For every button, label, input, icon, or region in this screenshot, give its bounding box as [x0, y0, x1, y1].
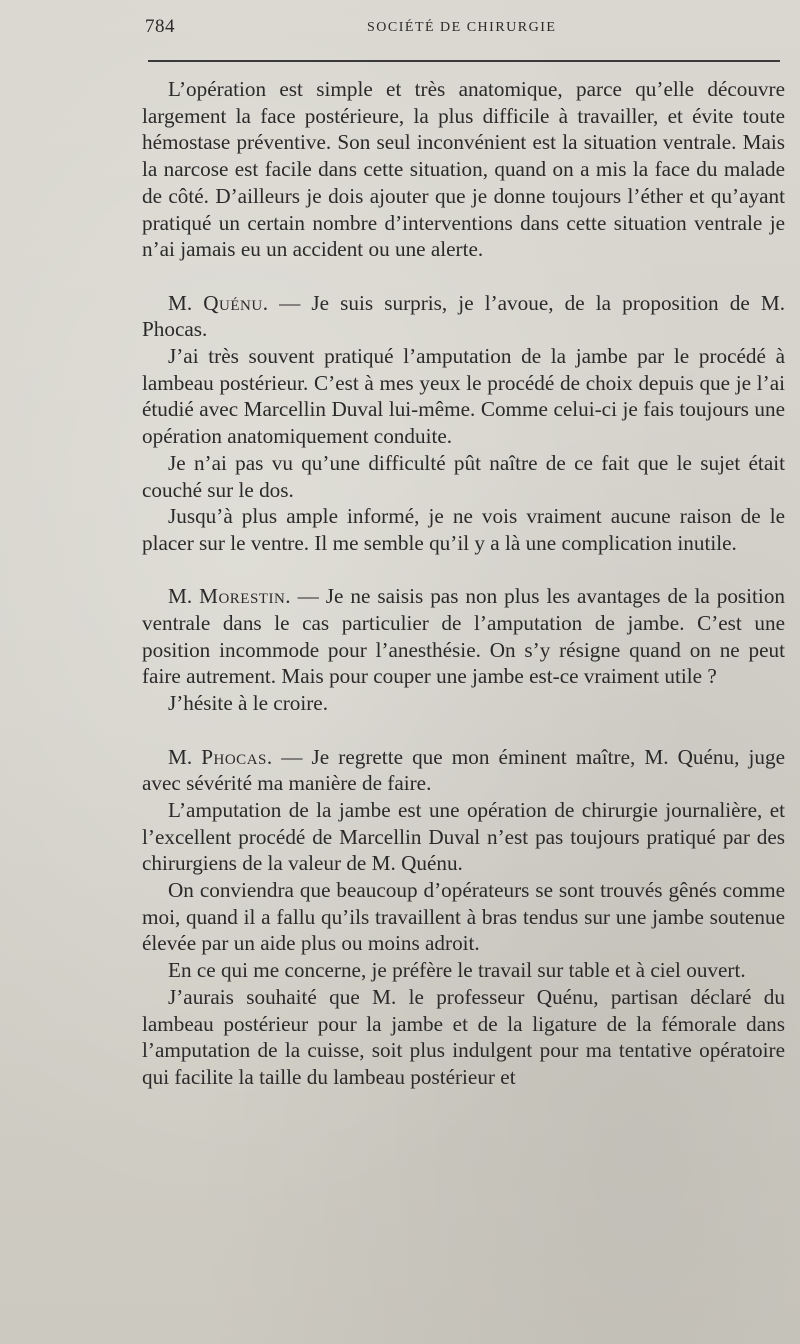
paragraph — [142, 343, 785, 450]
speaker-prefix: M. — [168, 290, 204, 315]
running-head: SOCIÉTÉ DE CHIRURGIE — [367, 20, 557, 35]
speaker-prefix: M. — [168, 584, 200, 609]
speaker-name: Morestin — [199, 584, 286, 609]
speaker-name: Phocas — [201, 744, 267, 769]
paragraph-text: J’ai très souvent pratiqué l’amputation de la jambe par le procédé à lambeau postérieur. C’est à mes yeux le procédé de choix depuis que je l’ai étudié avec Marcellin Duval lui-même. Comme celui-ci je fais toujours une opération anatomiquement conduite. — [142, 344, 785, 449]
paragraph — [142, 957, 785, 984]
speaker-paragraph — [142, 583, 785, 690]
paragraph — [142, 797, 785, 877]
paragraph — [142, 690, 785, 717]
header-rule — [148, 60, 780, 62]
body-text — [142, 76, 785, 1091]
paragraph-text: L’amputation de la jambe est une opération de chirurgie journalière, et l’excellent procédé de Marcellin Duval n’est pas toujours pratiqué par des chirurgiens de la valeur de M. Quénu. — [142, 797, 785, 876]
paragraph-text: En ce qui me concerne, je préfère le travail sur table et à ciel ouvert. — [168, 958, 746, 983]
speaker-paragraph — [142, 744, 785, 797]
speaker-name: Quénu — [203, 290, 263, 315]
paragraph — [142, 76, 785, 263]
speaker-prefix: M. — [168, 744, 202, 769]
paragraph-text: Je n’ai pas vu qu’une difficulté pût naître de ce fait que le sujet était couché sur le dos. — [142, 450, 785, 502]
paragraph-text: . — Je regrette que mon éminent maître, M. Quénu, juge avec sévérité ma manière de faire. — [142, 744, 785, 796]
paragraph-text: Jusqu’à plus ample informé, je ne vois vraiment aucune raison de le placer sur le ventre. Il me semble qu’il y a là une complication inutile. — [142, 504, 785, 555]
paragraph — [142, 450, 785, 503]
paragraph-gap — [142, 557, 785, 584]
paragraph-gap — [142, 263, 785, 290]
speaker-paragraph — [142, 290, 785, 343]
paragraph — [142, 503, 785, 556]
paragraph-text: J’hésite à le croire. — [168, 691, 329, 716]
paragraph-gap — [142, 717, 785, 744]
page-number: 784 — [145, 16, 175, 37]
paragraph — [142, 984, 785, 1091]
paragraph-text: . — Je suis surpris, je l’avoue, de la proposition de M. Phocas. — [142, 290, 785, 342]
paragraph — [142, 877, 785, 957]
page-header — [145, 16, 785, 46]
paragraph-text: . — Je ne saisis pas non plus les avantages de la position ventrale dans le cas particulier de l’amputation de jambe. C’est une position incommode pour l’anesthésie. On s’y résigne quand on ne peut faire autrement. Mais pour couper une jambe est-ce vraiment utile ? — [142, 584, 786, 689]
paragraph-text: J’aurais souhaité que M. le professeur Quénu, partisan déclaré du lambeau postérieur pour la jambe et de la ligature de la fémorale dans l’amputation de la cuisse, soit plus indulgent pour ma tentative opératoire qui facilite la taille du lambeau postérieur et — [142, 984, 785, 1089]
paragraph-text: On conviendra que beaucoup d’opérateurs se sont trouvés gênés comme moi, quand il a fallu qu’ils travaillent à bras tendus sur une jambe soutenue élevée par un aide plus ou moins adroit. — [142, 878, 785, 956]
paragraph-text: L’opération est simple et très anatomique, parce qu’elle découvre largement la face postérieure, la plus difficile à travailler, et évite toute hémostase préventive. Son seul inconvénient est la situation ventrale. Mais la narcose est facile dans cette situation, quand on a mis la face du malade de côté. D’ailleurs je dois ajouter que je donne toujours l’éther et qu’ayant pratiqué un certain nombre d’interventions dans cette situation ventrale je n’ai jamais eu un accident ou une alerte. — [142, 77, 785, 262]
